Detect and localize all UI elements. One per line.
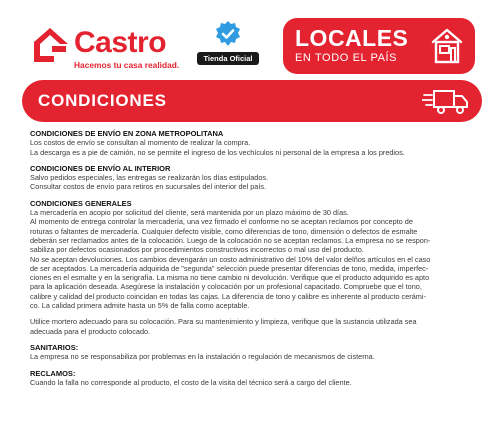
section-line: La mercadería en acopio por solicitud del cliente, será mantenida por un plazo máximo de 30 días. [30,208,349,218]
conditions-banner [22,80,482,122]
section-heading: SANITARIOS: [30,342,79,352]
section-sanitarios [30,343,480,362]
section-line: Los costos de envío se consultan al momento de realizar la compra. [30,138,251,148]
section-line: La empresa no se responsabiliza por problemas en la instalación o regulación de mecanismos de cisterna. [30,352,375,362]
section-heading: CONDICIONES DE ENVÍO EN ZONA METROPOLITANA [30,129,224,138]
castro-logo-icon [30,26,70,64]
section-line: deberán ser reclamados antes de la colocación. Luego de la colocación no se aceptan reclamos. La empresa no se respon- [30,235,431,245]
locales-title: LOCALES [295,25,409,51]
delivery-truck-icon [422,87,470,115]
section-line: de ser aceptados. La mercadería adquirida de "segunda" selección puede presentar diferencias de tono, medida, imperfec- [30,263,429,273]
section-line: ciones en el esmalte y en la serigrafía. La misma no tiene cambio ni devolución. Verifique que el producto adquirido es apto [30,273,430,283]
conditions-content [30,129,480,394]
section-heading: CONDICIONES DE ENVÍO AL INTERIOR [30,163,171,173]
section-line: Salvo pedidos especiales, las entregas se realizarán los días estipulados. [30,173,269,183]
section-line: adecuada para el producto colocado. [30,326,151,336]
castro-logo[interactable] [30,22,220,72]
store-icon [427,24,467,68]
section-reclamos [30,369,480,388]
brand-name: Castro [74,26,167,59]
banner-title: CONDICIONES [38,91,167,110]
brand-tagline: Hacemos tu casa realidad. [74,60,180,70]
section-envio-interior [30,164,480,192]
section-mortero [30,317,480,336]
section-line: Cuando la falla no corresponde al producto, el costo de la visita del técnico será a cargo del cliente. [30,377,352,387]
section-condiciones-generales [30,199,480,311]
page-header [0,0,500,80]
section-heading: CONDICIONES GENERALES [30,198,132,208]
section-line: sabiliza por defectos ocasionados por procedimientos constructivos incorrectos o mal uso del producto. [30,245,364,255]
section-line: para la aplicación deseada. Asegúrese la instalación y colocación por un profesional capacitado. Compruebe que el tono, [30,282,422,292]
section-line: calibre y calidad del producto coincidan en todas las cajas. La diferencia de tono y calibre es inherente al producto cerámi- [30,291,426,301]
section-line: La descarga es a pie de camión, no se permite el ingreso de los vechículos ni personal de la empresa a los predios. [30,147,405,157]
section-line: co. La calidad primera admite hasta un 5% de falla como aceptable. [30,301,250,311]
official-store-label: Tienda Oficial [197,52,258,65]
section-line: roturas o faltantes de mercadería. Cualquier defecto visible, como diferencias de tono, dimensión o defectos de esmalte [30,226,418,236]
section-line: No se aceptan devoluciones. Los cambios devengarán un costo administrativo del 10% del valor delños artículos en el caso [30,254,431,264]
official-store-badge [196,20,260,70]
section-line: Consultar costos de envío para retiros en sucursales del interior del país. [30,182,267,192]
verified-badge-icon [214,20,242,48]
locales-subtitle: EN TODO EL PAÍS [295,52,398,64]
locales-button[interactable] [283,18,475,74]
section-heading: RECLAMOS: [30,368,76,378]
section-line: Utilice mortero adecuado para su colocación. Para su mantenimiento y limpieza, verifique que la sustancia utilizada sea [30,317,417,327]
section-line: Al momento de entrega controlar la mercadería, una vez firmado el conforme no se aceptan reclamos por concepto de [30,217,413,227]
section-envio-metropolitana [30,129,480,157]
